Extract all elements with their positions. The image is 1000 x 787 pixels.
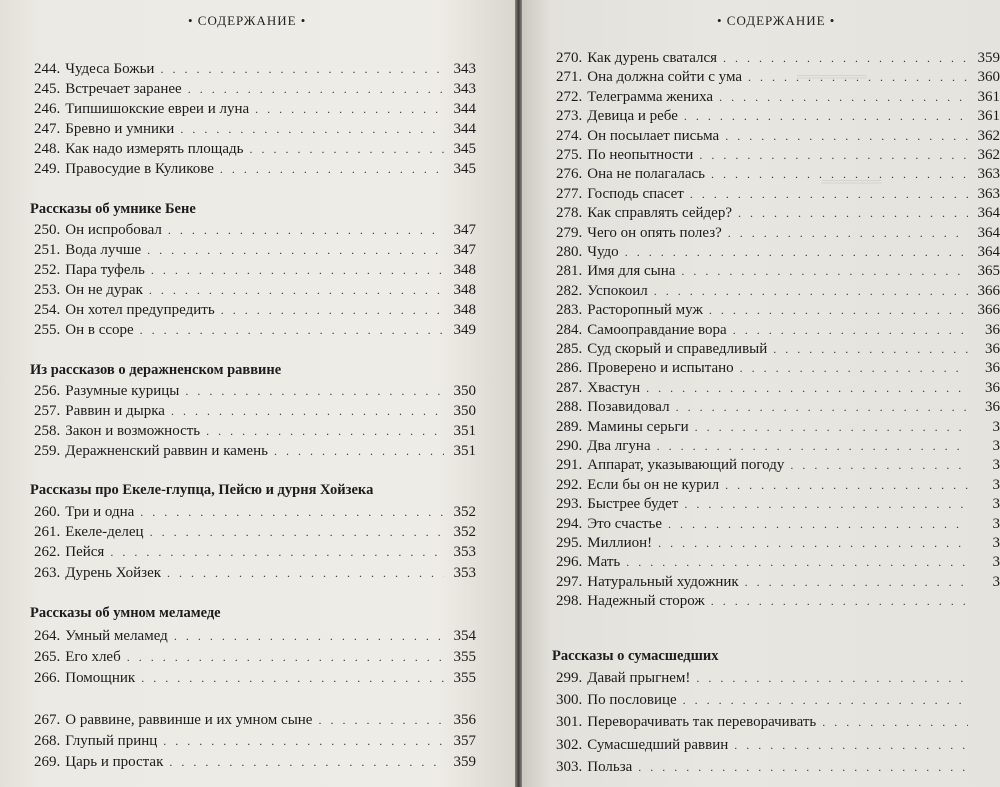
entry-number: 288.: [556, 399, 583, 416]
dot-leader: [318, 713, 444, 728]
entry-number: 275.: [556, 147, 583, 163]
dot-leader: [654, 284, 968, 299]
entry-title: О раввине, раввинше и их умном сыне: [65, 712, 313, 728]
entry-title: Проверено и испытано: [587, 360, 734, 377]
entry-number: 263.: [34, 565, 61, 581]
entry-number: 249.: [34, 161, 61, 177]
entry-number: 289.: [556, 418, 583, 435]
toc-entry: [34, 101, 476, 123]
entry-title: Умный меламед: [65, 628, 168, 644]
entry-page-number: 352: [453, 504, 476, 520]
entry-title: Расторопный муж: [587, 302, 703, 319]
entry-title: Суд скорый и справедливый: [587, 341, 768, 357]
entry-page-number: 348: [453, 262, 476, 278]
entry-page-number: 364: [977, 205, 1000, 222]
dot-leader: [180, 122, 444, 137]
entry-page-number: 345: [453, 161, 476, 177]
entry-page-number: 359: [977, 50, 1000, 66]
toc-entry: [34, 403, 476, 425]
entry-page-number: 3: [992, 438, 1000, 454]
entry-title: Чудо: [587, 244, 619, 260]
right-page: [522, 0, 1000, 787]
toc-entry: [556, 692, 1000, 714]
entry-number: 266.: [34, 670, 61, 686]
entry-number: 279.: [556, 224, 583, 241]
entry-page-number: 3: [992, 476, 1000, 493]
entry-title: Сумасшедший раввин: [587, 737, 729, 753]
entry-page-number: 366: [977, 282, 1000, 299]
entry-number: 286.: [556, 360, 583, 377]
dot-leader: [163, 734, 444, 749]
dot-leader: [711, 167, 968, 182]
entry-page-number: 361: [977, 88, 1000, 105]
right-page-header: • СОДЕРЖАНИЕ •: [717, 13, 836, 28]
entry-title: Бревно и умники: [65, 121, 175, 137]
dot-leader: [127, 650, 444, 665]
entry-page-number: 357: [453, 733, 476, 749]
entry-number: 254.: [34, 302, 61, 318]
dot-leader: [684, 497, 968, 512]
dot-leader: [709, 303, 968, 318]
entry-page-number: 364: [977, 244, 1000, 260]
toc-entry: [34, 423, 476, 445]
entry-page-number: 3: [992, 457, 1000, 474]
entry-title: Она должна сойти с ума: [587, 69, 743, 86]
entry-number: 273.: [556, 108, 583, 125]
bleed-through-text: ══════: [822, 175, 882, 190]
entry-number: 245.: [34, 81, 61, 97]
entry-title: Надежный сторож: [587, 593, 705, 610]
entry-title: Деражненский раввин и камень: [65, 443, 268, 459]
toc-entry: [556, 759, 1000, 781]
dot-leader: [110, 545, 444, 560]
entry-title: Он испробовал: [65, 222, 162, 238]
toc-entry: [34, 754, 476, 776]
dot-leader: [699, 148, 968, 163]
entry-title: Три и одна: [65, 504, 135, 520]
entry-title: Давай прыгнем!: [587, 670, 691, 686]
entry-page-number: 356: [453, 712, 476, 728]
dot-leader: [626, 555, 968, 570]
entry-page-number: 345: [453, 141, 476, 157]
dot-leader: [773, 342, 968, 357]
entry-title: Помощник: [65, 670, 136, 686]
dot-leader: [681, 264, 968, 279]
dot-leader: [151, 263, 444, 278]
entry-page-number: 351: [453, 443, 476, 459]
section-heading: Рассказы об умнике Бене: [30, 201, 196, 217]
toc-entry: [34, 712, 476, 734]
entry-number: 272.: [556, 88, 583, 105]
entry-title: Как надо измерять площадь: [65, 141, 244, 157]
entry-page-number: 350: [453, 383, 476, 399]
entry-number: 303.: [556, 759, 583, 775]
entry-title: Закон и возможность: [65, 423, 201, 439]
entry-page-number: 348: [453, 282, 476, 298]
entry-title: Позавидовал: [587, 399, 670, 416]
entry-title: Царь и простак: [65, 754, 164, 770]
entry-number: 270.: [556, 50, 583, 66]
entry-number: 282.: [556, 282, 583, 299]
entry-page-number: 361: [977, 108, 1000, 125]
dot-leader: [723, 51, 968, 66]
toc-entry: [556, 737, 1000, 759]
entry-number: 300.: [556, 692, 583, 708]
dot-leader: [147, 243, 444, 258]
entry-number: 258.: [34, 423, 61, 439]
entry-number: 264.: [34, 628, 61, 644]
dot-leader: [657, 439, 968, 454]
entry-title: Екеле-делец: [65, 524, 144, 540]
toc-entry: [34, 649, 476, 671]
entry-title: Мать: [587, 554, 621, 571]
entry-title: Быстрее будет: [587, 496, 679, 513]
entry-page-number: 343: [453, 81, 476, 97]
entry-title: Успокоил: [587, 282, 648, 299]
entry-title: Он хотел предупредить: [65, 302, 215, 318]
entry-number: 298.: [556, 593, 583, 610]
entry-title: По неопытности: [587, 147, 694, 163]
entry-page-number: 355: [453, 649, 476, 665]
entry-title: Вода лучше: [65, 242, 142, 258]
dot-leader: [690, 187, 968, 202]
entry-title: Раввин и дырка: [65, 403, 165, 419]
entry-page-number: 347: [453, 222, 476, 238]
entry-number: 296.: [556, 554, 583, 571]
entry-title: Чудеса Божьи: [65, 61, 155, 77]
entry-page-number: 343: [453, 61, 476, 77]
toc-entry: [34, 141, 476, 163]
entry-page-number: 3: [992, 554, 1000, 571]
dot-leader: [725, 478, 968, 493]
dot-leader: [740, 361, 968, 376]
entry-number: 262.: [34, 544, 61, 560]
entry-number: 301.: [556, 714, 583, 730]
entry-page-number: 36: [985, 321, 1000, 338]
dot-leader: [149, 283, 444, 298]
entry-title: Правосудие в Куликове: [65, 161, 214, 177]
entry-number: 290.: [556, 438, 583, 454]
dot-leader: [738, 206, 968, 221]
entry-number: 265.: [34, 649, 61, 665]
entry-number: 255.: [34, 322, 61, 338]
entry-page-number: 3: [992, 418, 1000, 435]
dot-leader: [150, 525, 444, 540]
entry-number: 260.: [34, 504, 61, 520]
entry-number: 247.: [34, 121, 61, 137]
entry-page-number: 347: [453, 242, 476, 258]
dot-leader: [206, 424, 444, 439]
entry-number: 267.: [34, 712, 61, 728]
entry-page-number: 362: [977, 147, 1000, 163]
entry-number: 271.: [556, 69, 583, 86]
dot-leader: [668, 517, 968, 532]
entry-title: Встречает заранее: [65, 81, 182, 97]
dot-leader: [141, 671, 444, 686]
dot-leader: [255, 102, 444, 117]
entry-page-number: 365: [977, 263, 1000, 280]
entry-title: Мамины серьги: [587, 418, 689, 435]
entry-number: 299.: [556, 670, 583, 686]
dot-leader: [174, 629, 444, 644]
dot-leader: [822, 715, 968, 730]
dot-leader: [728, 226, 968, 241]
entry-title: Если бы он не курил: [587, 476, 720, 493]
entry-title: Она не полагалась: [587, 166, 706, 183]
toc-entry: [34, 383, 476, 405]
entry-number: 294.: [556, 515, 583, 532]
entry-page-number: 344: [453, 101, 476, 117]
entry-title: Он посылает письма: [587, 127, 720, 144]
dot-leader: [658, 536, 968, 551]
entry-number: 268.: [34, 733, 61, 749]
entry-title: Он в ссоре: [65, 322, 134, 338]
toc-entry: [556, 670, 1000, 692]
entry-title: Он не дурак: [65, 282, 143, 298]
entry-number: 276.: [556, 166, 583, 183]
entry-title: Дурень Хойзек: [65, 565, 162, 581]
dot-leader: [140, 323, 444, 338]
entry-title: Аппарат, указывающий погоду: [587, 457, 785, 474]
dot-leader: [169, 755, 444, 770]
dot-leader: [748, 70, 968, 85]
toc-entry: [34, 161, 476, 183]
entry-number: 280.: [556, 244, 583, 260]
toc-entry: [34, 322, 476, 344]
dot-leader: [725, 129, 968, 144]
toc-entry: [34, 121, 476, 143]
entry-page-number: 3: [992, 515, 1000, 532]
entry-title: Натуральный художник: [587, 573, 739, 590]
book-spine: [515, 0, 522, 787]
entry-number: 292.: [556, 476, 583, 493]
dot-leader: [790, 458, 968, 473]
dot-leader: [676, 400, 968, 415]
dot-leader: [638, 760, 968, 775]
toc-entry: [34, 81, 476, 103]
entry-title: Глупый принц: [65, 733, 158, 749]
dot-leader: [733, 323, 968, 338]
section-heading: Рассказы про Екеле-глупца, Пейсю и дурня Хойзека: [30, 482, 374, 498]
section-heading: Рассказы об умном меламеде: [30, 605, 221, 621]
entry-page-number: 362: [977, 127, 1000, 144]
dot-leader: [188, 82, 444, 97]
dot-leader: [684, 109, 968, 124]
entry-page-number: 355: [453, 670, 476, 686]
entry-page-number: 3: [992, 535, 1000, 551]
entry-number: 251.: [34, 242, 61, 258]
entry-number: 274.: [556, 127, 583, 144]
dot-leader: [185, 384, 444, 399]
entry-number: 252.: [34, 262, 61, 278]
toc-entry: [34, 302, 476, 324]
dot-leader: [160, 62, 444, 77]
entry-number: 283.: [556, 302, 583, 319]
toc-entry: [34, 565, 476, 587]
entry-page-number: 360: [977, 69, 1000, 86]
entry-number: 256.: [34, 383, 61, 399]
toc-entry: [34, 61, 476, 83]
entry-number: 250.: [34, 222, 61, 238]
entry-number: 259.: [34, 443, 61, 459]
toc-entry: [34, 242, 476, 264]
dot-leader: [696, 671, 968, 686]
entry-number: 244.: [34, 61, 61, 77]
entry-title: Господь спасет: [587, 185, 684, 202]
entry-number: 295.: [556, 535, 583, 551]
entry-title: Это счастье: [587, 515, 663, 532]
toc-entry: [34, 443, 476, 465]
left-page-header: • СОДЕРЖАНИЕ •: [188, 13, 307, 28]
dot-leader: [711, 594, 968, 609]
entry-number: 302.: [556, 737, 583, 753]
entry-title: Два лгуна: [587, 438, 651, 454]
toc-entry: [34, 222, 476, 244]
toc-entry: [556, 714, 1000, 736]
entry-title: Пара туфель: [65, 262, 145, 278]
entry-page-number: 354: [453, 628, 476, 644]
entry-number: 253.: [34, 282, 61, 298]
dot-leader: [734, 738, 968, 753]
entry-page-number: 3: [992, 573, 1000, 590]
entry-page-number: 36: [985, 360, 1000, 377]
dot-leader: [249, 142, 444, 157]
toc-entry: [34, 504, 476, 526]
entry-title: Девица и ребе: [587, 108, 678, 125]
entry-page-number: 364: [977, 224, 1000, 241]
entry-page-number: 353: [453, 565, 476, 581]
entry-number: 297.: [556, 573, 583, 590]
entry-number: 281.: [556, 263, 583, 280]
dot-leader: [745, 575, 968, 590]
entry-number: 261.: [34, 524, 61, 540]
dot-leader: [168, 223, 444, 238]
entry-page-number: 36: [985, 399, 1000, 416]
entry-title: Чего он опять полез?: [587, 224, 722, 241]
dot-leader: [274, 444, 444, 459]
dot-leader: [683, 693, 968, 708]
entry-title: Как справлять сейдер?: [587, 205, 732, 222]
dot-leader: [646, 381, 968, 396]
dot-leader: [625, 245, 968, 260]
toc-entry: [34, 544, 476, 566]
dot-leader: [221, 303, 444, 318]
entry-page-number: 363: [977, 185, 1000, 202]
toc-entry: [556, 593, 1000, 615]
entry-page-number: 348: [453, 302, 476, 318]
entry-number: 248.: [34, 141, 61, 157]
entry-page-number: 3: [992, 496, 1000, 513]
entry-title: Как дурень сватался: [587, 50, 718, 66]
toc-entry: [34, 670, 476, 692]
entry-page-number: 36: [985, 379, 1000, 396]
entry-title: Его хлеб: [65, 649, 121, 665]
section-heading: Из рассказов о деражненском раввине: [30, 362, 282, 378]
entry-number: 287.: [556, 379, 583, 396]
toc-entry: [34, 524, 476, 546]
entry-page-number: 353: [453, 544, 476, 560]
dot-leader: [167, 566, 444, 581]
entry-page-number: 349: [453, 322, 476, 338]
entry-title: Польза: [587, 759, 633, 775]
entry-title: Имя для сына: [587, 263, 676, 280]
entry-title: Типшишокские евреи и луна: [65, 101, 250, 117]
entry-title: Хвастун: [587, 379, 641, 396]
entry-title: Самооправдание вора: [587, 321, 727, 338]
entry-title: По пословице: [587, 692, 677, 708]
entry-page-number: 36: [985, 341, 1000, 357]
entry-page-number: 363: [977, 166, 1000, 183]
toc-entry: [34, 282, 476, 304]
entry-number: 285.: [556, 341, 583, 357]
dot-leader: [140, 505, 444, 520]
entry-title: Телеграмма жениха: [587, 88, 714, 105]
entry-number: 277.: [556, 185, 583, 202]
toc-entry: [34, 628, 476, 650]
entry-title: Разумные курицы: [65, 383, 180, 399]
dot-leader: [719, 90, 968, 105]
dot-leader: [695, 420, 968, 435]
entry-page-number: 359: [453, 754, 476, 770]
dot-leader: [220, 162, 444, 177]
section-heading: Рассказы о сумасшедших: [552, 648, 719, 664]
entry-number: 257.: [34, 403, 61, 419]
entry-number: 291.: [556, 457, 583, 474]
entry-number: 269.: [34, 754, 61, 770]
entry-title: Миллион!: [587, 535, 653, 551]
entry-number: 284.: [556, 321, 583, 338]
entry-number: 293.: [556, 496, 583, 513]
entry-page-number: 344: [453, 121, 476, 137]
entry-title: Переворачивать так переворачивать: [587, 714, 817, 730]
bleed-through-text: ═══════: [797, 70, 867, 85]
dot-leader: [171, 404, 444, 419]
toc-entry: [34, 733, 476, 755]
toc-entry: [34, 262, 476, 284]
entry-page-number: 352: [453, 524, 476, 540]
entry-number: 278.: [556, 205, 583, 222]
entry-page-number: 350: [453, 403, 476, 419]
entry-title: Пейся: [65, 544, 105, 560]
entry-number: 246.: [34, 101, 61, 117]
entry-page-number: 351: [453, 423, 476, 439]
entry-page-number: 366: [977, 302, 1000, 319]
